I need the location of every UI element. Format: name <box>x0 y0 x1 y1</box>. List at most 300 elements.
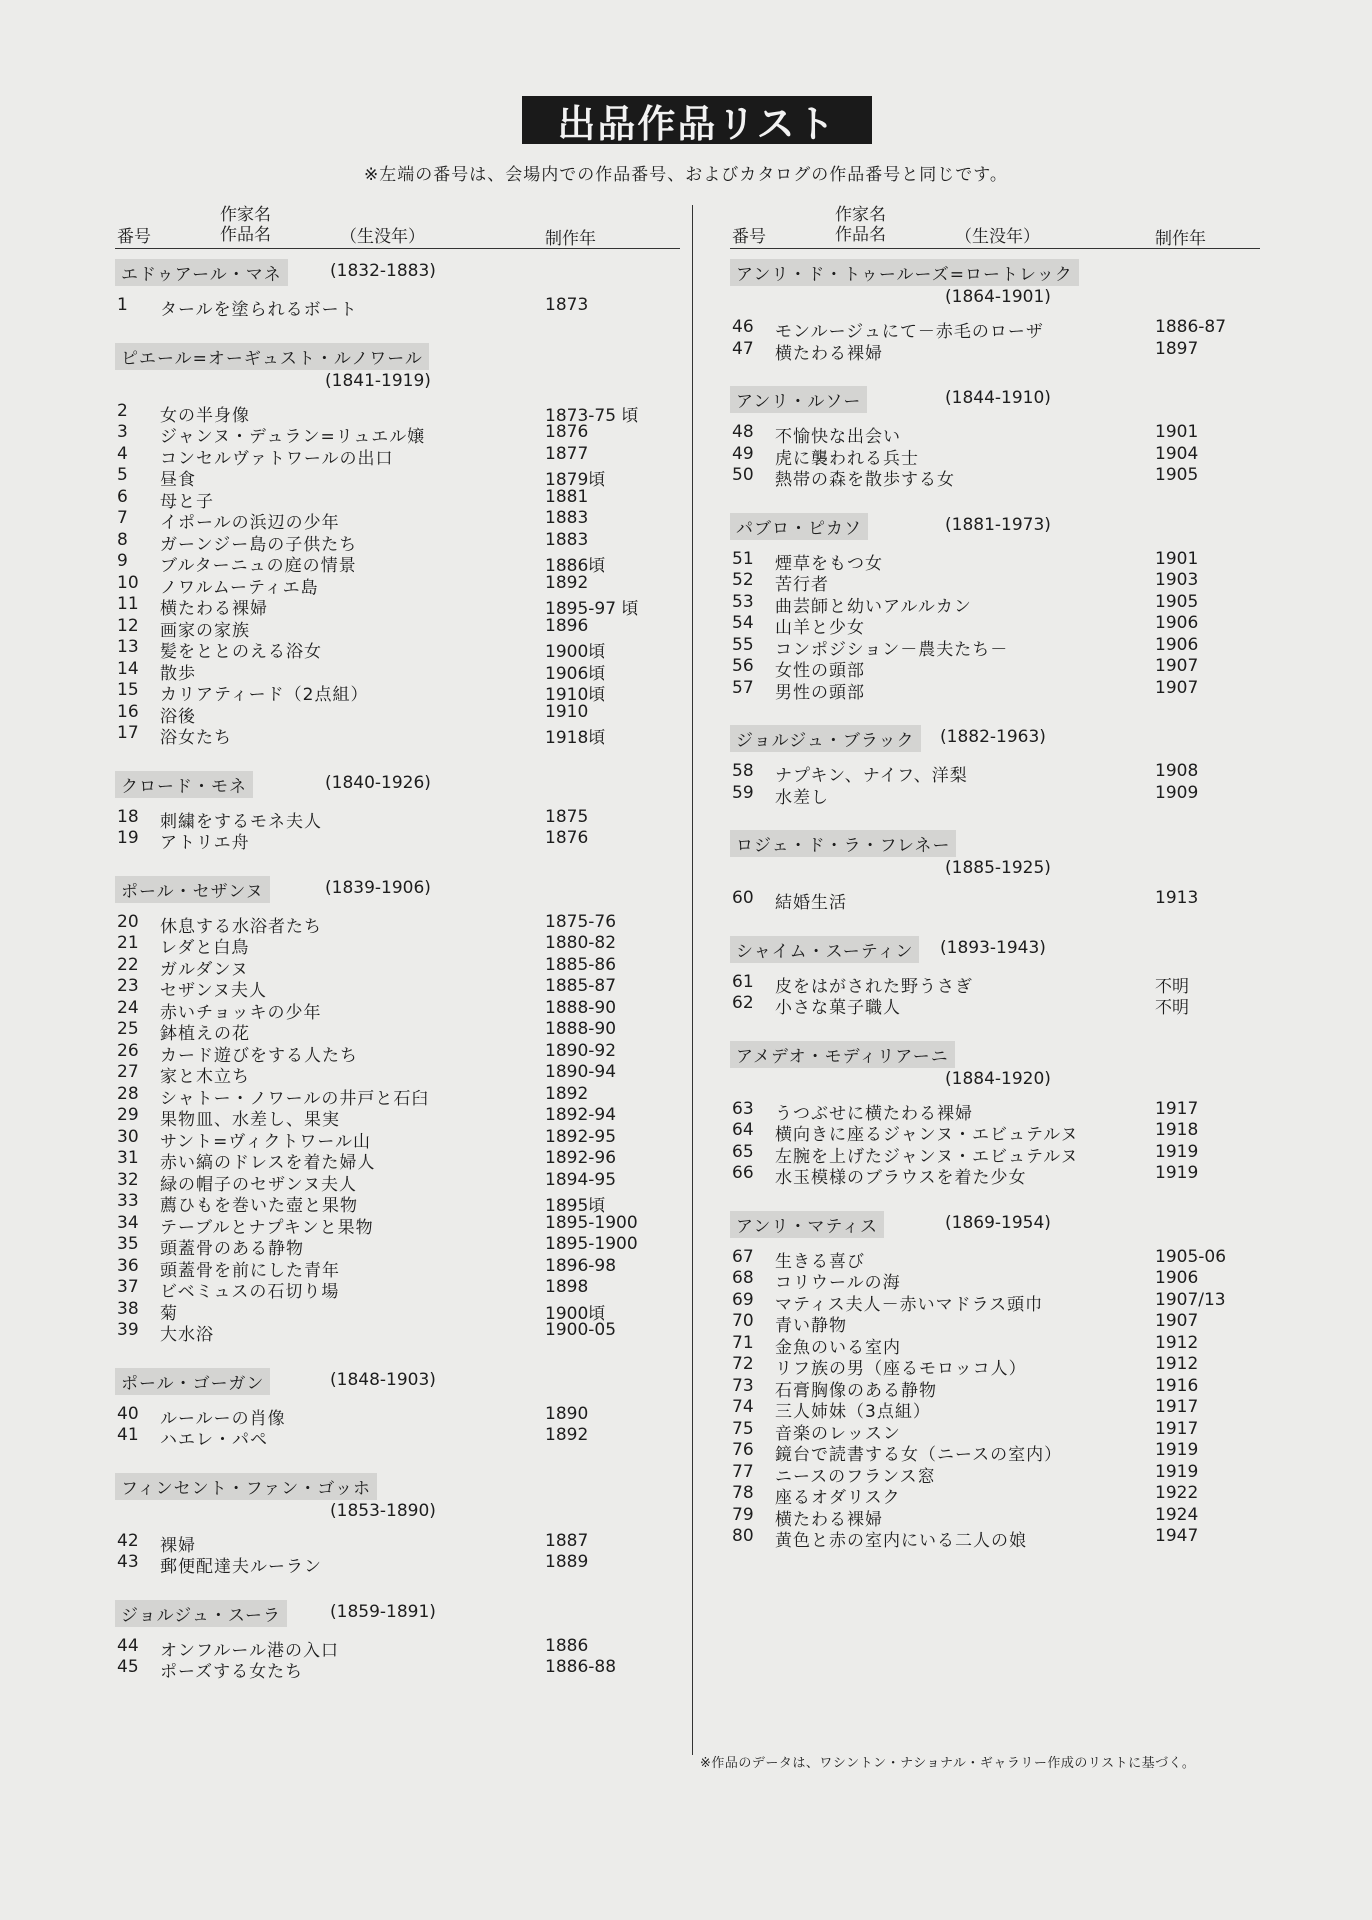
header-year: 制作年 <box>1155 229 1206 249</box>
work-row <box>115 806 675 832</box>
work-row <box>115 422 675 447</box>
work-title: 小さな菓子職人 <box>775 998 901 1018</box>
work-year: 1892 <box>545 572 589 593</box>
work-number: 72 <box>732 1354 754 1374</box>
work-row <box>730 761 1260 786</box>
work-row <box>730 338 1260 364</box>
work-row <box>730 1354 1260 1379</box>
work-title: 青い静物 <box>775 1316 847 1336</box>
artist-section <box>730 936 1260 1018</box>
work-number: 21 <box>117 933 139 953</box>
work-year: 1888-90 <box>545 1019 617 1039</box>
work-title: 煙草をもつ女 <box>775 553 883 574</box>
work-number: 11 <box>117 594 139 614</box>
work-year: 1905-06 <box>1155 1246 1227 1267</box>
work-title: イポールの浜辺の少年 <box>160 513 340 533</box>
artist-life-dates: (1853-1890) <box>330 1500 436 1521</box>
work-title: 家と木立ち <box>160 1067 250 1087</box>
work-year: 1907 <box>1155 656 1199 676</box>
work-row <box>115 911 675 937</box>
work-number: 43 <box>117 1552 139 1572</box>
work-title: 赤い縞のドレスを着た婦人 <box>160 1153 376 1173</box>
work-number: 50 <box>732 465 754 485</box>
artist-life-dates: (1844-1910) <box>945 388 1051 408</box>
works-list <box>730 888 1260 913</box>
work-title: コンセルヴァトワールの出口 <box>160 448 394 469</box>
data-source-footnote: ※作品のデータは、ワシントン・ナショナル・ギャラリー作成のリストに基づく。 <box>700 1756 1196 1771</box>
work-row <box>115 1234 675 1259</box>
work-number: 49 <box>732 443 754 464</box>
work-year: 1910頃 <box>545 685 606 705</box>
work-row <box>115 594 675 619</box>
work-title: 音楽のレッスン <box>775 1423 901 1444</box>
work-row <box>730 1332 1260 1358</box>
work-number: 16 <box>117 701 139 722</box>
works-list <box>730 1246 1260 1551</box>
work-row <box>730 465 1260 490</box>
artist-section <box>730 1211 1260 1551</box>
work-number: 8 <box>117 529 128 550</box>
work-number: 56 <box>732 656 754 676</box>
work-row <box>115 976 675 1001</box>
work-row <box>730 634 1260 660</box>
work-year: 1906 <box>1155 613 1199 633</box>
work-year: 1875 <box>545 806 589 827</box>
artist-heading <box>730 936 1260 966</box>
work-title: 生きる喜び <box>775 1251 865 1272</box>
work-row <box>115 1552 675 1577</box>
works-list <box>115 295 675 320</box>
work-year: 1900-05 <box>545 1320 617 1340</box>
work-row <box>115 658 675 684</box>
work-number: 1 <box>117 295 128 315</box>
work-row <box>115 1148 675 1173</box>
work-year: 1918 <box>1155 1120 1199 1140</box>
artist-heading <box>730 830 1260 882</box>
work-number: 55 <box>732 634 754 655</box>
work-year: 1898 <box>545 1277 589 1297</box>
works-list <box>730 317 1260 364</box>
right-column <box>730 196 1260 1574</box>
work-row <box>115 997 675 1023</box>
work-year: 1892-96 <box>545 1148 617 1168</box>
work-title: 髪をととのえる浴女 <box>160 642 322 662</box>
work-number: 38 <box>117 1298 139 1319</box>
work-title: 不愉快な出会い <box>775 427 901 447</box>
work-number: 5 <box>117 465 128 485</box>
work-year: 1917 <box>1155 1098 1199 1119</box>
work-number: 37 <box>117 1277 139 1297</box>
work-year: 1876 <box>545 828 589 848</box>
work-title: 横向きに座るジャンヌ・エビュテルヌ <box>775 1125 1079 1145</box>
work-row <box>115 1062 675 1087</box>
work-year: 1895-97 頃 <box>545 599 639 619</box>
work-year: 1901 <box>1155 422 1199 442</box>
work-year: 1900頃 <box>545 642 606 662</box>
work-year: 1888-90 <box>545 997 617 1018</box>
work-row <box>115 572 675 598</box>
work-number: 74 <box>732 1397 754 1417</box>
work-title: オンフルール港の入口 <box>160 1640 339 1661</box>
work-number: 36 <box>117 1255 139 1276</box>
work-row <box>115 1277 675 1302</box>
work-row <box>115 295 675 320</box>
work-row <box>730 1440 1260 1465</box>
work-year: 1887 <box>545 1530 589 1551</box>
left-column <box>115 196 675 1705</box>
work-title: 頭蓋骨のある静物 <box>160 1239 304 1259</box>
work-row <box>730 1418 1260 1444</box>
work-number: 58 <box>732 761 754 781</box>
work-row <box>115 701 675 727</box>
work-number: 2 <box>117 400 128 421</box>
work-row <box>115 1320 675 1345</box>
work-row <box>115 1040 675 1066</box>
works-list <box>730 548 1260 703</box>
artist-section <box>730 725 1260 808</box>
work-row <box>730 993 1260 1018</box>
artist-section <box>115 1368 675 1450</box>
work-title: 裸婦 <box>160 1535 196 1556</box>
artist-heading <box>730 259 1260 311</box>
work-title: 結婚生活 <box>775 893 847 913</box>
work-row <box>115 400 675 426</box>
work-row <box>115 443 675 469</box>
work-number: 12 <box>117 615 139 636</box>
work-year: 1892 <box>545 1083 589 1104</box>
artist-heading <box>115 876 675 906</box>
header-number: 番号 <box>732 227 766 247</box>
artist-section <box>730 259 1260 364</box>
work-row <box>730 613 1260 638</box>
work-number: 63 <box>732 1098 754 1119</box>
header-number: 番号 <box>117 227 151 247</box>
work-year: 1906頃 <box>545 663 606 684</box>
numbering-note: ※左端の番号は、会場内での作品番号、およびカタログの作品番号と同じです。 <box>364 165 1008 185</box>
work-number: 62 <box>732 993 754 1013</box>
work-number: 46 <box>732 317 754 337</box>
work-row <box>730 1461 1260 1487</box>
work-number: 24 <box>117 997 139 1018</box>
work-title: ガルダンヌ <box>160 959 249 980</box>
work-year: 1905 <box>1155 465 1199 485</box>
work-year: 1885-86 <box>545 954 617 975</box>
work-number: 45 <box>117 1657 139 1677</box>
work-number: 54 <box>732 613 754 633</box>
work-title: カード遊びをする人たち <box>160 1045 358 1066</box>
artist-name: クロード・モネ <box>115 771 253 798</box>
work-year: 1919 <box>1155 1461 1199 1482</box>
work-title: 三人姉妹（3点組） <box>775 1402 931 1422</box>
work-row <box>730 591 1260 617</box>
work-row <box>115 1126 675 1152</box>
work-title: 横たわる裸婦 <box>775 343 883 364</box>
work-number: 9 <box>117 551 128 571</box>
work-number: 69 <box>732 1289 754 1310</box>
work-number: 68 <box>732 1268 754 1288</box>
artist-heading <box>730 725 1260 755</box>
work-number: 26 <box>117 1040 139 1061</box>
work-title: セザンヌ夫人 <box>160 981 267 1001</box>
work-number: 78 <box>732 1483 754 1503</box>
work-row <box>115 1212 675 1238</box>
work-title: 黄色と赤の室内にいる二人の娘 <box>775 1531 1027 1551</box>
column-header <box>730 196 1260 248</box>
work-title: アトリエ舟 <box>160 833 250 853</box>
artist-life-dates: (1884-1920) <box>945 1068 1051 1089</box>
artist-name: アンリ・マティス <box>730 1211 884 1238</box>
artist-heading <box>115 343 675 395</box>
work-number: 66 <box>732 1163 754 1183</box>
works-list <box>115 1530 675 1577</box>
work-row <box>115 465 675 490</box>
work-year: 1924 <box>1155 1504 1199 1525</box>
work-title: 女の半身像 <box>160 405 250 426</box>
work-title: カリアティード（2点組） <box>160 685 369 705</box>
work-row <box>730 888 1260 913</box>
work-row <box>730 1375 1260 1401</box>
work-row <box>730 782 1260 808</box>
artist-name: アンリ・ド・トゥールーズ=ロートレック <box>730 259 1079 286</box>
work-year: 1913 <box>1155 888 1199 908</box>
work-row <box>730 548 1260 574</box>
left-sections <box>115 259 675 1682</box>
work-row <box>115 551 675 576</box>
work-year: 1892 <box>545 1425 589 1445</box>
work-title: うつぶせに横たわる裸婦 <box>775 1103 973 1124</box>
work-number: 42 <box>117 1530 139 1551</box>
header-work: 作品名 <box>835 225 886 245</box>
work-title: ガーンジー島の子供たち <box>160 534 358 555</box>
work-row <box>115 1403 675 1429</box>
work-title: テーブルとナプキンと果物 <box>160 1217 374 1238</box>
work-title: 赤いチョッキの少年 <box>160 1002 322 1023</box>
work-title: 浴女たち <box>160 728 232 748</box>
work-year: 1909 <box>1155 782 1199 803</box>
work-number: 17 <box>117 723 139 743</box>
header-life: （生没年） <box>340 227 425 247</box>
work-row <box>730 1268 1260 1293</box>
work-year: 1897 <box>1155 338 1199 359</box>
work-year: 1883 <box>545 508 589 528</box>
work-title: 鏡台で読書する女（ニースの室内） <box>775 1445 1063 1465</box>
artist-heading <box>730 386 1260 416</box>
work-number: 77 <box>732 1461 754 1482</box>
work-year: 1912 <box>1155 1354 1199 1374</box>
work-number: 33 <box>117 1191 139 1211</box>
work-title: ノワルムーティエ島 <box>160 577 319 598</box>
work-number: 57 <box>732 677 754 698</box>
work-title: 曲芸師と幼いアルルカン <box>775 596 972 617</box>
work-row <box>730 1141 1260 1167</box>
work-number: 7 <box>117 508 128 528</box>
work-number: 75 <box>732 1418 754 1439</box>
artist-life-dates: (1885-1925) <box>945 858 1051 878</box>
work-year: 1892-94 <box>545 1105 617 1125</box>
work-year: 1901 <box>1155 548 1199 569</box>
work-title: 金魚のいる室内 <box>775 1337 901 1358</box>
artist-name: ロジェ・ド・ラ・フレネー <box>730 830 956 857</box>
header-life: （生没年） <box>955 227 1040 247</box>
work-number: 13 <box>117 637 139 657</box>
work-year: 1917 <box>1155 1397 1199 1417</box>
work-number: 70 <box>732 1311 754 1331</box>
work-title: 虎に襲われる兵士 <box>775 448 919 469</box>
work-title: 苦行者 <box>775 575 829 595</box>
work-number: 53 <box>732 591 754 612</box>
work-number: 73 <box>732 1375 754 1396</box>
work-row <box>115 486 675 512</box>
work-title: モンルージュにて－赤毛のローザ <box>775 322 1044 342</box>
artist-heading <box>730 513 1260 543</box>
work-number: 27 <box>117 1062 139 1082</box>
work-row <box>115 508 675 533</box>
work-year: 1917 <box>1155 1418 1199 1439</box>
work-year: 不明 <box>1155 998 1189 1018</box>
work-year: 1919 <box>1155 1440 1199 1460</box>
artist-heading <box>730 1211 1260 1241</box>
work-number: 65 <box>732 1141 754 1162</box>
artist-life-dates: (1832-1883) <box>330 261 436 281</box>
work-title: 母と子 <box>160 491 214 512</box>
work-title: 浴後 <box>160 706 196 727</box>
artist-section <box>115 771 675 853</box>
works-list <box>115 911 675 1345</box>
works-list <box>730 422 1260 490</box>
work-year: 1895-1900 <box>545 1234 638 1254</box>
work-number: 35 <box>117 1234 139 1254</box>
work-row <box>730 1098 1260 1124</box>
work-title: 皮をはがされた野うさぎ <box>775 976 973 997</box>
work-title: 緑の帽子のセザンヌ夫人 <box>160 1174 357 1195</box>
work-number: 71 <box>732 1332 754 1353</box>
work-title: ジャンヌ・デュラン=リュエル嬢 <box>160 427 426 447</box>
artist-name: アンリ・ルソー <box>730 386 867 413</box>
work-row <box>115 615 675 641</box>
artist-section <box>115 259 675 320</box>
work-number: 40 <box>117 1403 139 1424</box>
artist-life-dates: (1859-1891) <box>330 1601 436 1622</box>
work-title: ナプキン、ナイフ、洋梨 <box>775 766 968 786</box>
works-list <box>115 806 675 853</box>
work-number: 67 <box>732 1246 754 1267</box>
work-title: 石膏胸像のある静物 <box>775 1380 937 1401</box>
work-row <box>730 971 1260 997</box>
work-number: 10 <box>117 572 139 593</box>
work-row <box>115 637 675 662</box>
work-year: 1876 <box>545 422 589 442</box>
work-year: 1903 <box>1155 570 1199 590</box>
page-title: 出品作品リスト <box>522 96 872 144</box>
work-year: 1879頃 <box>545 470 606 490</box>
work-year: 1886頃 <box>545 556 606 576</box>
work-title: 果物皿、水差し、果実 <box>160 1110 340 1130</box>
work-title: 頭蓋骨を前にした青年 <box>160 1260 340 1281</box>
work-number: 52 <box>732 570 754 590</box>
artist-life-dates: (1869-1954) <box>945 1212 1051 1233</box>
work-number: 3 <box>117 422 128 442</box>
work-row <box>730 1163 1260 1188</box>
work-year: 1889 <box>545 1552 589 1572</box>
artist-name: エドゥアール・マネ <box>115 259 288 286</box>
work-row <box>730 570 1260 595</box>
work-year: 1906 <box>1155 1268 1199 1288</box>
work-title: 横たわる裸婦 <box>160 599 268 619</box>
work-title: 散歩 <box>160 663 196 684</box>
work-title: 座るオダリスク <box>775 1488 901 1508</box>
artist-section <box>115 1473 675 1577</box>
work-year: 1885-87 <box>545 976 617 996</box>
work-row <box>115 1169 675 1195</box>
work-row <box>730 677 1260 703</box>
artist-life-dates: (1841-1919) <box>325 370 431 391</box>
work-row <box>115 828 675 853</box>
work-title: リフ族の男（座るモロッコ人） <box>775 1359 1027 1379</box>
work-year: 1873 <box>545 295 589 315</box>
work-year: 1886 <box>545 1635 589 1656</box>
work-title: ハエレ・パペ <box>160 1430 268 1450</box>
work-number: 6 <box>117 486 128 507</box>
work-number: 31 <box>117 1148 139 1168</box>
work-title: 薦ひもを巻いた壺と果物 <box>160 1196 358 1216</box>
artist-section <box>115 1600 675 1682</box>
work-number: 79 <box>732 1504 754 1525</box>
work-title: 菊 <box>160 1303 178 1324</box>
work-title: レダと白鳥 <box>160 938 250 958</box>
work-row <box>115 680 675 705</box>
work-row <box>115 1083 675 1109</box>
work-title: 横たわる裸婦 <box>775 1509 883 1530</box>
work-year: 1881 <box>545 486 589 507</box>
works-list <box>730 761 1260 808</box>
work-row <box>730 317 1260 342</box>
work-year: 1896 <box>545 615 589 636</box>
work-title: ブルターニュの庭の情景 <box>160 556 357 576</box>
artist-life-dates: (1893-1943) <box>940 937 1046 958</box>
artist-name: ピエール=オーギュスト・ルノワール <box>115 343 429 370</box>
work-number: 23 <box>117 976 139 996</box>
work-year: 1904 <box>1155 443 1199 464</box>
work-year: 1873-75 頃 <box>545 405 639 426</box>
work-title: 山羊と少女 <box>775 618 865 638</box>
work-title: シャトー・ノワールの井戸と石臼 <box>160 1088 430 1109</box>
work-row <box>115 1255 675 1281</box>
work-row <box>730 656 1260 681</box>
work-number: 80 <box>732 1526 754 1546</box>
work-number: 34 <box>117 1212 139 1233</box>
works-list <box>115 1635 675 1682</box>
work-year: 1906 <box>1155 634 1199 655</box>
work-year: 1890-94 <box>545 1062 617 1082</box>
work-year: 1922 <box>1155 1483 1199 1503</box>
work-number: 48 <box>732 422 754 442</box>
right-sections <box>730 259 1260 1551</box>
work-year: 1895頃 <box>545 1196 606 1216</box>
artist-heading <box>115 1600 675 1630</box>
works-list <box>730 1098 1260 1188</box>
artist-name: フィンセント・ファン・ゴッホ <box>115 1473 377 1500</box>
work-year: 1886-87 <box>1155 317 1227 337</box>
work-year: 1919 <box>1155 1141 1199 1162</box>
artist-name: ポール・セザンヌ <box>115 876 270 903</box>
work-number: 14 <box>117 658 139 679</box>
work-year: 1877 <box>545 443 589 464</box>
work-title: マティス夫人－赤いマドラス頭巾 <box>775 1294 1044 1315</box>
work-row <box>115 1635 675 1661</box>
work-year: 1907 <box>1155 1311 1199 1331</box>
artist-heading <box>115 259 675 289</box>
work-title: 男性の頭部 <box>775 682 865 703</box>
